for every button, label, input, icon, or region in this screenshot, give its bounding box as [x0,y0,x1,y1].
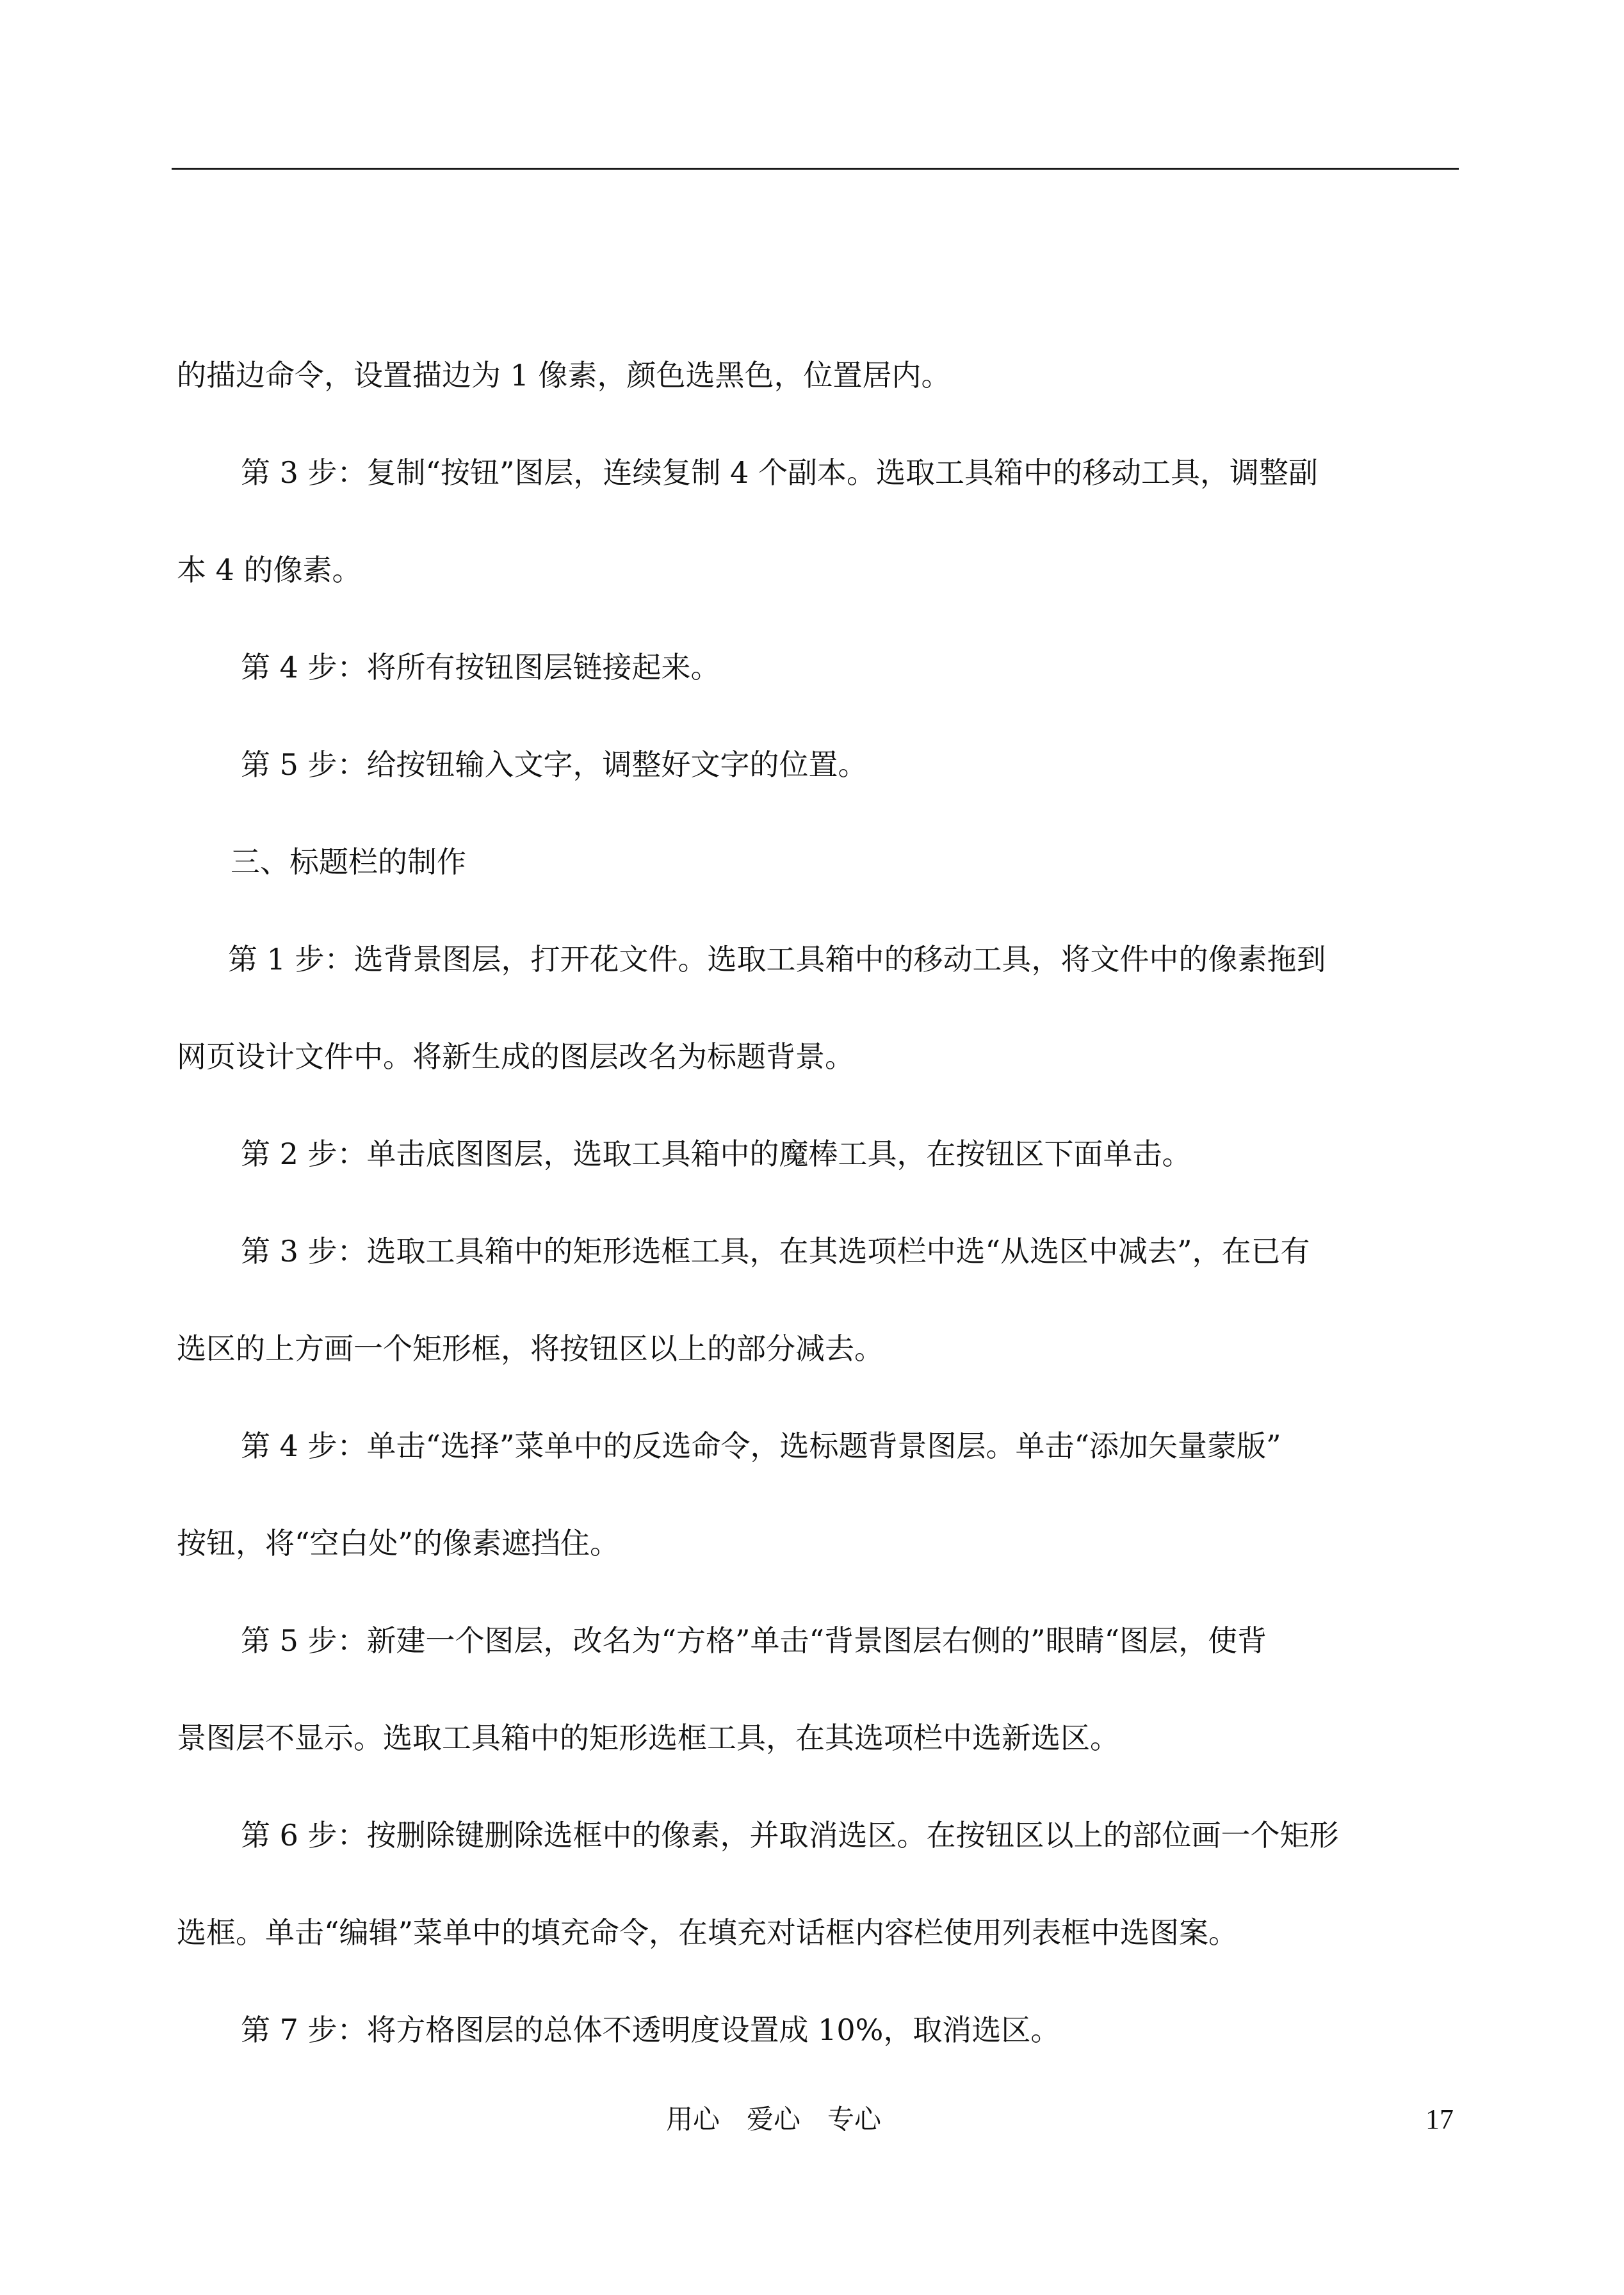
paragraph-line: 第 1 步：选背景图层，打开花文件。选取工具箱中的移动工具，将文件中的像素拖到 [228,942,1326,977]
paragraph-line: 选区的上方画一个矩形框，将按钮区以上的部分减去。 [177,1331,884,1366]
paragraph-line: 第 6 步：按删除键删除选框中的像素，并取消选区。在按钮区以上的部位画一个矩形 [241,1818,1339,1853]
paragraph-line: 本 4 的像素。 [177,553,362,587]
paragraph-line: 第 4 步：将所有按钮图层链接起来。 [241,650,720,685]
paragraph-line: 第 4 步：单击“选择”菜单中的反选命令，选标题背景图层。单击“添加矢量蒙版” [241,1429,1281,1463]
paragraph-line: 网页设计文件中。将新生成的图层改名为标题背景。 [177,1039,854,1074]
paragraph-line: 第 5 步：新建一个图层，改名为“方格”单击“背景图层右侧的”眼睛“图层，使背 [241,1623,1267,1658]
paragraph-line: 第 3 步：复制“按钮”图层，连续复制 4 个副本。选取工具箱中的移动工具，调整副 [241,455,1319,490]
page-footer [0,2100,1624,2139]
paragraph-line: 的描边命令，设置描边为 1 像素，颜色选黑色，位置居内。 [177,358,951,393]
paragraph-line: 第 7 步：将方格图层的总体不透明度设置成 10%，取消选区。 [241,2013,1060,2047]
paragraph-line: 景图层不显示。选取工具箱中的矩形选框工具，在其选项栏中选新选区。 [177,1721,1119,1755]
paragraph-line: 第 5 步：给按钮输入文字，调整好文字的位置。 [241,747,868,782]
paragraph-line: 按钮，将“空白处”的像素遮挡住。 [177,1526,620,1561]
header-rule [172,168,1459,170]
paragraph-line: 第 3 步：选取工具箱中的矩形选框工具，在其选项栏中选“从选区中减去”，在已有 [241,1234,1310,1269]
paragraph-line: 第 2 步：单击底图图层，选取工具箱中的魔棒工具，在按钮区下面单击。 [241,1137,1192,1171]
paragraph-line: 选框。单击“编辑”菜单中的填充命令，在填充对话框内容栏使用列表框中选图案。 [177,1915,1238,1950]
section-heading: 三、标题栏的制作 [231,845,466,879]
page-number: 17 [1425,2104,1454,2135]
body-text [177,351,1458,2103]
footer-motto: 用心 爱心 专心 [666,2104,882,2135]
